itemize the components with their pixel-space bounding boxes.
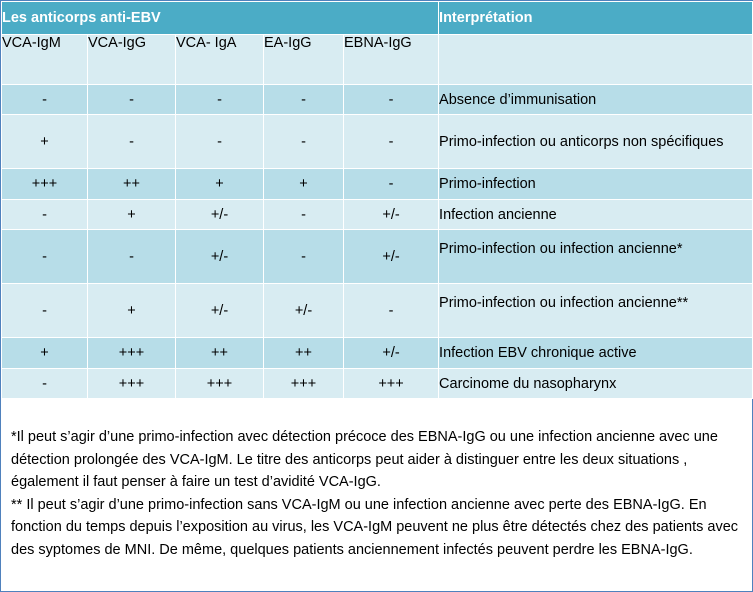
result-cell: -: [344, 169, 439, 200]
result-cell: -: [264, 230, 344, 284]
result-cell: +++: [2, 169, 88, 200]
footnotes: [1, 418, 752, 561]
table-row: [2, 284, 753, 338]
result-cell: +/-: [344, 230, 439, 284]
result-cell: -: [2, 230, 88, 284]
result-cell: +: [176, 169, 264, 200]
column-label: EBNA-IgG: [344, 35, 439, 85]
result-cell: ++: [264, 338, 344, 369]
table-row: [2, 169, 753, 200]
result-cell: -: [264, 85, 344, 115]
result-cell: -: [344, 284, 439, 338]
table-row: [2, 230, 753, 284]
result-cell: -: [88, 115, 176, 169]
result-cell: +/-: [344, 200, 439, 230]
antibodies-header: Les anticorps anti-EBV: [2, 2, 439, 35]
column-label: VCA-IgM: [2, 35, 88, 85]
result-cell: +/-: [176, 200, 264, 230]
result-cell: -: [264, 200, 344, 230]
result-cell: +: [88, 284, 176, 338]
interpretation-cell: Primo-infection ou infection ancienne*: [439, 230, 753, 284]
ebv-antibody-table: [1, 1, 753, 399]
result-cell: -: [264, 115, 344, 169]
result-cell: +/-: [176, 230, 264, 284]
result-cell: +++: [88, 369, 176, 399]
result-cell: -: [2, 369, 88, 399]
result-cell: +/-: [344, 338, 439, 369]
result-cell: +: [264, 169, 344, 200]
footnote-single-asterisk: *Il peut s’agir d’une primo-infection avec détection précoce des EBNA-IgG ou une infection ancienne avec une détection prolongée des VCA-IgM. Le titre des anticorps peut aider à distinguer entre les deux situations , également il faut penser à faire un test d’avidité VCA-IgG.: [11, 429, 718, 490]
result-cell: +: [2, 115, 88, 169]
interpretation-cell: Carcinome du nasopharynx: [439, 369, 753, 399]
result-cell: -: [2, 85, 88, 115]
result-cell: ++: [176, 338, 264, 369]
footnote-double-asterisk: ** Il peut s’agir d’une primo-infection sans VCA-IgM ou une infection ancienne avec perte des EBNA-IgG. En fonction du temps depuis l’exposition au virus, les VCA-IgM peuvent ne plus être détectés chez des patients avec des syptomes de MNI. De même, quelques patients anciennement infectés peuvent perdre les EBNA-IgG.: [11, 496, 739, 558]
result-cell: +++: [88, 338, 176, 369]
interpretation-cell: Infection EBV chronique active: [439, 338, 753, 369]
result-cell: +/-: [264, 284, 344, 338]
result-cell: -: [176, 85, 264, 115]
interpretation-header: Interprétation: [439, 2, 753, 35]
table-row: [2, 85, 753, 115]
result-cell: -: [2, 200, 88, 230]
interpretation-cell: Absence d’immunisation: [439, 85, 753, 115]
interpretation-cell: Infection ancienne: [439, 200, 753, 230]
result-cell: -: [88, 85, 176, 115]
table-row: [2, 200, 753, 230]
result-cell: -: [2, 284, 88, 338]
result-cell: +++: [344, 369, 439, 399]
result-cell: +++: [264, 369, 344, 399]
interpretation-cell: Primo-infection: [439, 169, 753, 200]
result-cell: -: [176, 115, 264, 169]
column-label: VCA- IgA: [176, 35, 264, 85]
result-cell: +: [88, 200, 176, 230]
column-label: VCA-IgG: [88, 35, 176, 85]
result-cell: -: [344, 85, 439, 115]
column-labels-row: [2, 35, 753, 85]
result-cell: ++: [88, 169, 176, 200]
interpretation-cell: Primo-infection ou infection ancienne**: [439, 284, 753, 338]
table-header-row: [2, 2, 753, 35]
interpretation-empty-cell: [439, 35, 753, 85]
result-cell: +: [2, 338, 88, 369]
table-row: [2, 115, 753, 169]
interpretation-cell: Primo-infection ou anticorps non spécifiques: [439, 115, 753, 169]
result-cell: -: [88, 230, 176, 284]
column-label: EA-IgG: [264, 35, 344, 85]
result-cell: +++: [176, 369, 264, 399]
result-cell: +/-: [176, 284, 264, 338]
table-row: [2, 338, 753, 369]
result-cell: -: [344, 115, 439, 169]
table-row: [2, 369, 753, 399]
